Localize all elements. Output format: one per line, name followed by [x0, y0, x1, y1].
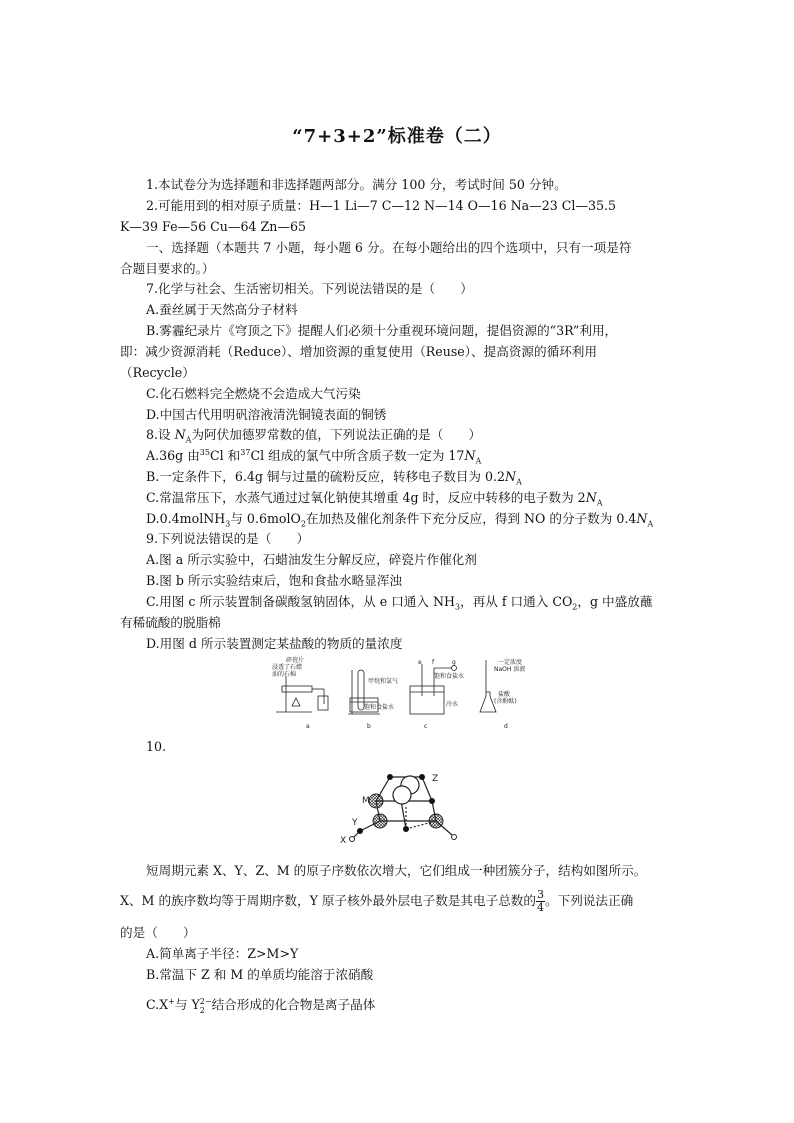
q7-option-a: A.蚕丝属于天然高分子材料: [146, 302, 298, 317]
fig-c-label-1: 饱和食盐水: [434, 673, 465, 680]
mol-label-z: Z: [432, 774, 439, 784]
q10-option-c: C.X+与 Y 2− 2 结合形成的化合物是离子晶体: [146, 996, 376, 1015]
note-2: 2.可能用到的相对原子质量：H—1 Li—7 C—12 N—14 O—16 Na—23 Cl—35.5: [146, 198, 617, 213]
atom-x-right: [452, 835, 457, 840]
fig-b-caption: b: [367, 723, 371, 730]
apparatus-figures: [272, 656, 532, 732]
q7-stem: 7.化学与社会、生活密切相关。下列说法错误的是（ ）: [146, 281, 473, 296]
q8-option-a: A.36g 由$^{35}$Cl 和$^{37}$Cl 组成的氯气中所含质子数一定为 $17N_A$: [146, 447, 482, 466]
q10-text-1: 短周期元素 X、Y、Z、M 的原子序数依次增大，它们组成一种团簇分子，结构如图所示。: [146, 863, 647, 878]
note-2-cont: K—39 Fe—56 Cu—64 Zn—65: [120, 219, 307, 234]
q10-text-3: 的是（ ）: [120, 925, 196, 940]
cluster-molecule-figure: [330, 765, 470, 855]
fig-d-label-1: 一定浓度: [498, 659, 523, 666]
fig-b-label-2: 饱和食盐水: [364, 704, 395, 711]
atom-z-front: [393, 786, 411, 804]
q9-stem: 9.下列说法错误的是（ ）: [146, 531, 310, 546]
fig-c-caption: c: [424, 723, 428, 730]
q9-option-b: B.图 b 所示实验结束后，饱和食盐水略显浑浊: [146, 573, 403, 588]
q7-option-b: B.雾霾纪录片《穹顶之下》提醒人们必须十分重视环境问题，提倡资源的“3R”利用，: [146, 323, 618, 338]
fig-d-label-4: (含酚酞): [494, 698, 517, 705]
mol-label-y: Y: [352, 818, 358, 828]
q7-option-b-cont: 即：减少资源消耗（Reduce）、增加资源的重复使用（Reuse）、提高资源的循环利用: [120, 344, 597, 359]
atom-m-left: [373, 814, 387, 828]
q9-option-d: D.用图 d 所示装置测定某盐酸的物质的量浓度: [146, 636, 403, 651]
fraction-three-quarters: $\frac{3}{4}$: [537, 888, 544, 914]
fig-b-label-1: 甲烷和氯气: [368, 678, 399, 685]
fig-a-caption: a: [306, 723, 310, 730]
fig-a-label-1: 碎瓷片: [286, 657, 305, 664]
note-1: 1.本试卷分为选择题和非选择题两部分。满分 100 分，考试时间 50 分钟。: [146, 177, 567, 192]
q9-option-c: C.用图 c 所示装置制备碳酸氢钠固体，从 e 口通入 $NH_3$，再从 f 口通入 $CO_2$，g 中盛放蘸: [146, 594, 653, 612]
q10-number: 10.: [146, 739, 167, 754]
q7-option-b-cont2: （Recycle）: [120, 365, 195, 380]
q7-option-c: C.化石燃料完全燃烧不会造成大气污染: [146, 386, 361, 401]
fig-d-caption: d: [504, 723, 508, 730]
q10-text-2: X、M 的族序数均等于周期序数，Y 原子核外最外层电子数是其电子总数的 $\frac{3}{4}$ 。下列说法正确: [120, 888, 634, 914]
q7-option-d: D.中国古代用明矾溶液清洗铜镜表面的铜锈: [146, 407, 387, 422]
atom-y-top-right: [419, 774, 425, 780]
atom-y-left: [357, 828, 363, 834]
q8-option-d: D.0.4molNH$_3$与 0.6molO$_2$在加热及催化剂条件下充分反应，得到 NO 的分子数为 $0.4N_A$: [146, 511, 654, 529]
atom-m-right: [429, 814, 443, 828]
fig-d-label-3: 盐酸: [498, 691, 511, 698]
section-heading: 一、选择题（本题共 7 小题，每小题 6 分。在每小题给出的四个选项中，只有一项是符: [146, 240, 632, 255]
page-title: “7+3+2”标准卷（二）: [292, 126, 502, 147]
q10-option-a: A.简单离子半径：Z>M>Y: [146, 946, 299, 961]
q8-option-b: B.一定条件下，6.4g 铜与过量的硫粉反应，转移电子数目为 $0.2N_A$: [146, 469, 522, 487]
fig-a-label-3: 油的石棉: [272, 671, 297, 678]
atom-m-top: [369, 794, 383, 808]
fig-c-label-e: e: [418, 659, 422, 666]
fig-c-label-g: g: [452, 659, 456, 666]
fig-d-label-2: NaOH 溶液: [494, 666, 526, 673]
fig-a-label-2: 浸透了石蜡: [272, 664, 303, 671]
section-heading-cont: 合题目要求的。）: [120, 261, 215, 276]
mol-label-x: X: [340, 836, 347, 846]
atom-y-bottom: [403, 826, 409, 832]
q10-option-b: B.常温下 Z 和 M 的单质均能溶于浓硝酸: [146, 967, 374, 982]
atom-x-left: [350, 837, 355, 842]
mol-label-m: M: [362, 796, 370, 806]
atom-y-top: [387, 774, 393, 780]
fig-c-label-2: 冷水: [446, 701, 459, 708]
fig-c-label-f: f: [432, 659, 435, 666]
q8-option-c: C.常温常压下，水蒸气通过过氧化钠使其增重 4g 时，反应中转移的电子数为 $2N_A$: [146, 490, 603, 508]
atom-y-right: [429, 798, 435, 804]
q9-option-a: A.图 a 所示实验中，石蜡油发生分解反应，碎瓷片作催化剂: [146, 552, 477, 567]
q9-option-c-cont: 有稀硫酸的脱脂棉: [120, 615, 221, 630]
figure-a: [276, 676, 328, 712]
q8-stem: 8.设 $N_A$为阿伏加德罗常数的值，下列说法正确的是（ ）: [146, 427, 482, 445]
